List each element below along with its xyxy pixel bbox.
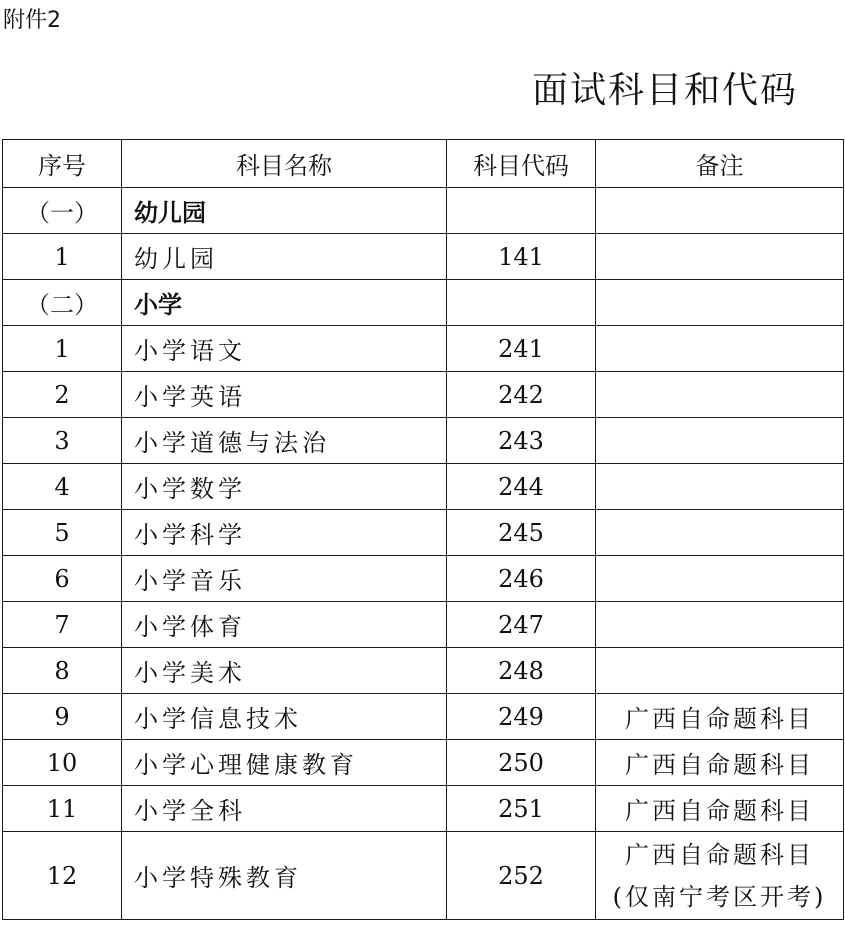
row-index: 8 xyxy=(3,648,122,694)
subject-name: 幼儿园 xyxy=(122,234,447,280)
subject-name: 小学美术 xyxy=(122,648,447,694)
row-index: 11 xyxy=(3,786,122,832)
subject-note: 广西自命题科目 xyxy=(596,740,844,786)
subject-code: 250 xyxy=(447,740,596,786)
row-index: 5 xyxy=(3,510,122,556)
row-index: 1 xyxy=(3,326,122,372)
subject-code: 244 xyxy=(447,464,596,510)
subject-code: 242 xyxy=(447,372,596,418)
subject-note xyxy=(596,510,844,556)
row-index: 9 xyxy=(3,694,122,740)
group-note-cell xyxy=(596,280,844,326)
subject-code: 251 xyxy=(447,786,596,832)
subject-code-table xyxy=(2,139,844,920)
subject-code: 248 xyxy=(447,648,596,694)
subject-name: 小学体育 xyxy=(122,602,447,648)
table-row xyxy=(3,418,844,464)
row-index: 7 xyxy=(3,602,122,648)
row-index: 3 xyxy=(3,418,122,464)
subject-note xyxy=(596,418,844,464)
row-index: 4 xyxy=(3,464,122,510)
subject-name: 小学信息技术 xyxy=(122,694,447,740)
table-row xyxy=(3,786,844,832)
table-row xyxy=(3,694,844,740)
subject-name: 小学全科 xyxy=(122,786,447,832)
subject-note: 广西自命题科目 xyxy=(596,694,844,740)
subject-note xyxy=(596,648,844,694)
page-title: 面试科目和代码 xyxy=(532,70,799,111)
subject-code: 246 xyxy=(447,556,596,602)
subject-code: 241 xyxy=(447,326,596,372)
table-row xyxy=(3,510,844,556)
subject-name: 小学心理健康教育 xyxy=(122,740,447,786)
subject-note xyxy=(596,556,844,602)
column-header-subject-name: 科目名称 xyxy=(122,140,447,188)
table-row xyxy=(3,602,844,648)
subject-name: 小学科学 xyxy=(122,510,447,556)
row-index: 1 xyxy=(3,234,122,280)
subject-name: 小学数学 xyxy=(122,464,447,510)
group-name: 幼儿园 xyxy=(122,188,447,234)
subject-note xyxy=(596,372,844,418)
subject-code: 249 xyxy=(447,694,596,740)
table-row xyxy=(3,832,844,920)
column-header-subject-code: 科目代码 xyxy=(447,140,596,188)
table-row xyxy=(3,372,844,418)
subject-name: 小学特殊教育 xyxy=(122,832,447,920)
table-row xyxy=(3,464,844,510)
subject-note xyxy=(596,234,844,280)
subject-name: 小学音乐 xyxy=(122,556,447,602)
row-index: 2 xyxy=(3,372,122,418)
row-index: 6 xyxy=(3,556,122,602)
column-header-remarks: 备注 xyxy=(596,140,844,188)
subject-note xyxy=(596,464,844,510)
subject-name: 小学道德与法治 xyxy=(122,418,447,464)
subject-code: 245 xyxy=(447,510,596,556)
group-row-kindergarten xyxy=(3,188,844,234)
group-index: （一） xyxy=(3,188,122,234)
subject-note-line: 广西自命题科目 xyxy=(625,840,814,869)
row-index: 10 xyxy=(3,740,122,786)
subject-code: 243 xyxy=(447,418,596,464)
subject-code: 252 xyxy=(447,832,596,920)
group-code-cell xyxy=(447,280,596,326)
row-index: 12 xyxy=(3,832,122,920)
group-index: （二） xyxy=(3,280,122,326)
subject-note xyxy=(596,326,844,372)
subject-code: 141 xyxy=(447,234,596,280)
table-row xyxy=(3,234,844,280)
subject-note: 广西自命题科目 xyxy=(596,786,844,832)
group-note-cell xyxy=(596,188,844,234)
subject-name: 小学语文 xyxy=(122,326,447,372)
attachment-label: 附件2 xyxy=(3,8,61,33)
subject-note xyxy=(596,832,844,920)
table-header-row xyxy=(3,140,844,188)
group-name: 小学 xyxy=(122,280,447,326)
group-code-cell xyxy=(447,188,596,234)
table-row xyxy=(3,326,844,372)
column-header-index: 序号 xyxy=(3,140,122,188)
subject-code: 247 xyxy=(447,602,596,648)
subject-note-line-2: (仅南宁考区开考) xyxy=(612,882,827,911)
table-row xyxy=(3,740,844,786)
table-row xyxy=(3,556,844,602)
subject-name: 小学英语 xyxy=(122,372,447,418)
table-row xyxy=(3,648,844,694)
subject-note xyxy=(596,602,844,648)
group-row-primary-school xyxy=(3,280,844,326)
